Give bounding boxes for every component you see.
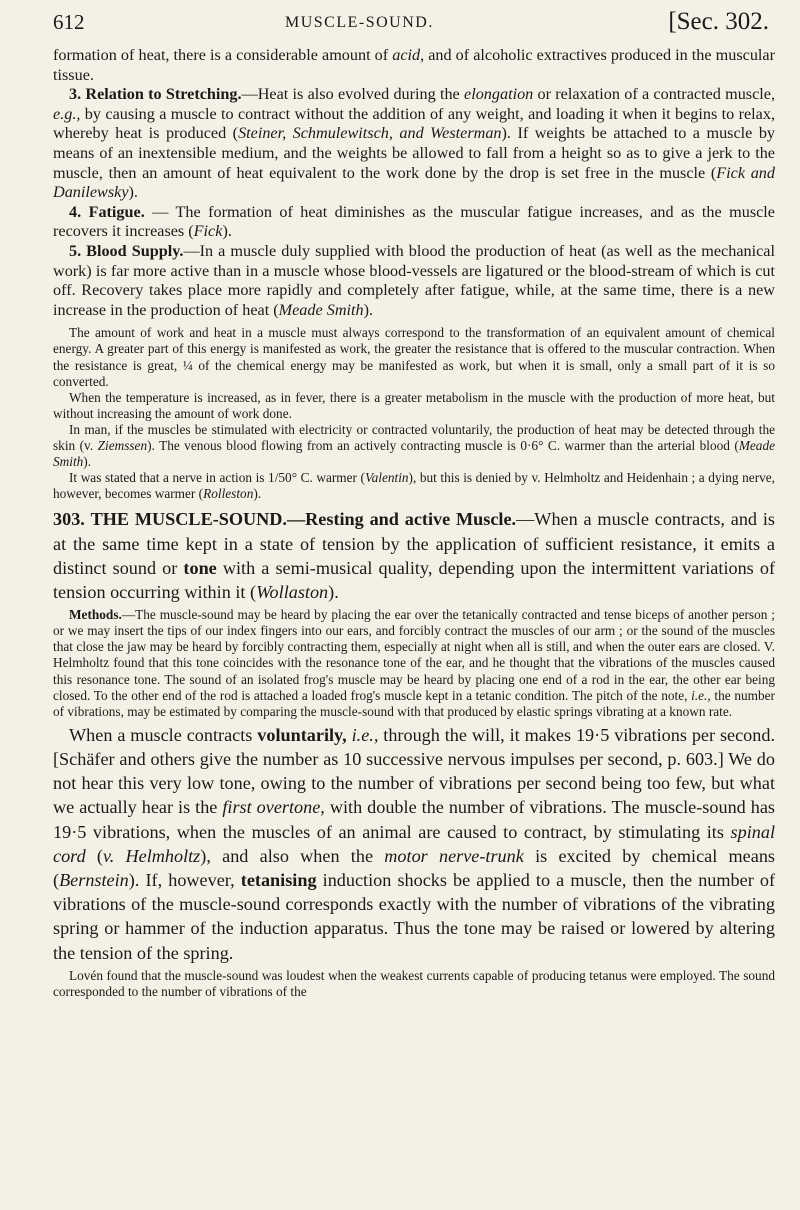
loven-note: Lovén found that the muscle-sound was loudest when the weakest currents capable of producing tetanus were employed. The sound corresponded to the number of vibrations of the xyxy=(53,967,775,999)
text-run: ( xyxy=(85,845,103,866)
text-run: —When a muscle contracts, and is at the same time kept in a state of tension by the application of sufficient resistance, it emits a distinct sound or xyxy=(53,509,775,578)
paragraph-label: 3. Relation to Stretching. xyxy=(69,85,242,104)
text-run: ° C. warmer ( xyxy=(291,470,365,486)
paragraph-fatigue xyxy=(53,203,775,242)
text-run: ). If weights be attached to a muscle by means of an inextensible medium, and the weights be allowed to fall from a height so as to give a jerk to the muscle, then an amount of heat equivalent to the work done by the drop is set free in the muscle ( xyxy=(53,124,776,182)
text-run: —In a muscle duly supplied with blood the production of heat (as well as the mechanical work) is far more active than in a muscle whose blood-vessels are ligatured or the blood-stream of which is cut off. Recovery takes place more rapidly and completely after fatigue, while, at the same time, there is a new increase in the production of heat ( xyxy=(53,241,775,319)
text-run: or relaxation of a contracted muscle, xyxy=(533,85,775,104)
citation: v. Helmholtz xyxy=(102,845,201,866)
text-run: — The formation of heat diminishes as the muscular fatigue increases, and as the muscle recovers it increases ( xyxy=(53,202,775,241)
text-run: induction shocks be applied to a muscle, then the number of vibrations of the muscle-sound corresponds exactly with the number of vibrations of the vibrating spring or hammer of the induction apparatus. Thus the tone may be raised or lowered by altering the tension of the spring. xyxy=(53,870,776,963)
paragraph-relation-to-stretching xyxy=(53,85,775,203)
text-run: by causing a muscle to contract without the addition of any weight, and loading it when it begins to relax, whereby heat is produced ( xyxy=(53,104,775,143)
citation: Steiner, Schmulewitsch, and Westerman xyxy=(238,124,502,143)
citation: Fick xyxy=(193,222,223,241)
emphasis-bold: voluntarily, xyxy=(257,724,347,745)
intro-paragraph xyxy=(53,46,775,85)
note-temperature: When the temperature is increased, as in fever, there is a greater metabolism in the muscle with the production of more heat, but without increasing the amount of work done. xyxy=(53,389,775,421)
text-run: ). xyxy=(128,183,138,202)
citation: Meade Smith xyxy=(53,437,775,470)
text-run: ). xyxy=(83,454,92,470)
text-run: ), but this is denied by v. Helmholtz and Heidenhain ; a dying nerve, however, becomes warmer ( xyxy=(53,470,775,502)
paragraph-label: 4. Fatigue. xyxy=(69,202,145,221)
intro-emphasis: acid xyxy=(392,46,421,64)
citation: Wollaston xyxy=(256,581,329,602)
text-run: is excited by chemical means ( xyxy=(53,845,775,891)
text-run: It was stated that a nerve in action is xyxy=(69,470,269,486)
text-run: ). If, however, xyxy=(128,870,241,891)
citation: Bernstein xyxy=(59,870,129,891)
methods-paragraph xyxy=(53,607,775,720)
text-run: with a semi-musical quality, depending upon the intermittent variations of tension occurring within it ( xyxy=(53,557,775,602)
citation: Rolleston xyxy=(203,486,254,502)
page-header xyxy=(53,0,775,46)
emphasis: motor nerve-trunk xyxy=(384,845,524,866)
text-run: the number of vibrations, may be estimated by comparing the muscle-sound with that produced by elastic springs vibrating at a known rate. xyxy=(53,687,775,719)
citation: Meade Smith xyxy=(278,300,364,319)
citation: Fick and Danilewsky xyxy=(53,163,775,202)
emphasis: i.e., xyxy=(691,687,711,703)
text-run: with double the number of vibrations. The muscle-sound has 19·5 vibrations, when the muscles of an animal are caused to contract, by stimulating its xyxy=(53,797,775,842)
text-run: —The muscle-sound may be heard by placing the ear over the tetanically contracted and tense biceps of another person ; or we may insert the tips of our index fingers into our ears, and forcibly contract the muscles of our arm ; or the sound of the muscles that close the jaw may be heard by forcibly contracting them, especially at night when all is still, and when the outer ears are closed. V. Helmholtz found that this tone coincides with the resonance tone of the ear, and he thought that the vibrations of the muscles caused this resonance tone. The sound of an isolated frog's muscle may be heard by placing one end of a rod in the ear, the other ear being closed. To the other end of the rod is attached a loaded frog's muscle kept in a tetanic condition. The pitch of the note, xyxy=(53,607,775,703)
text-run: through the will, it makes 19·5 vibrations per second. [Schäfer and others give the number as 10 successive nervous impulses per second, p. 603.] We do not hear this very low tone, owing to the number of vibrations per second being too few, but what we actually hear is the xyxy=(53,724,776,818)
text-run: In man, if the muscles be stimulated with electricity or contracted voluntarily, the production of heat may be detected through the skin (v. xyxy=(53,421,775,453)
note-nerve xyxy=(53,470,775,502)
text-run: ). xyxy=(222,222,232,241)
section-reference: [Sec. 302. xyxy=(668,8,769,35)
emphasis: spinal cord xyxy=(53,821,775,866)
methods-label: Methods. xyxy=(69,607,122,623)
text-run: ). xyxy=(253,486,262,502)
text-run: ). The venous blood flowing from an actively contracting muscle is 0·6° C. warmer than the arterial blood ( xyxy=(147,437,739,453)
text-run: When a muscle contracts xyxy=(69,724,258,745)
emphasis: e.g., xyxy=(53,104,81,123)
section-303 xyxy=(53,507,775,604)
emphasis: elongation xyxy=(464,85,534,104)
text-run: ), and also when the xyxy=(200,845,385,866)
text-run: ). xyxy=(328,581,339,602)
emphasis-bold: tone xyxy=(183,557,217,578)
section-subtitle: —Resting and active Muscle. xyxy=(286,509,517,530)
section-number: 303. xyxy=(53,509,85,530)
paragraph-label: 5. Blood Supply. xyxy=(69,241,184,260)
emphasis-bold: tetanising xyxy=(240,870,317,891)
emphasis: first overtone, xyxy=(222,797,325,818)
note-man xyxy=(53,422,775,470)
citation: Ziemssen xyxy=(97,437,148,453)
page-number: 612 xyxy=(53,10,85,34)
text-run: ). xyxy=(363,300,374,319)
paragraph-blood-supply xyxy=(53,242,775,320)
note-work-and-heat: The amount of work and heat in a muscle must always correspond to the transformation of an equivalent amount of chemical energy. A greater part of this energy is manifested as work, the greater the resistance that is offered to the muscular contraction. When the resistance is great, ¼ of the chemical energy may be manifested as work, but when it is small, only a small part of it is so converted. xyxy=(53,325,775,389)
text-run: —Heat is also evolved during the xyxy=(241,85,465,104)
section-title: THE MUSCLE-SOUND. xyxy=(90,509,287,530)
voluntary-paragraph xyxy=(53,723,775,965)
fraction: 1/50 xyxy=(268,470,292,486)
running-title: MUSCLE-SOUND. xyxy=(285,14,434,31)
intro-text: formation of heat, there is a considerable amount of xyxy=(53,46,393,64)
intro-text-rest: , and of alcoholic extractives produced in the muscular tissue. xyxy=(53,46,775,84)
citation: Valentin xyxy=(364,470,409,486)
emphasis: i.e., xyxy=(351,724,379,745)
